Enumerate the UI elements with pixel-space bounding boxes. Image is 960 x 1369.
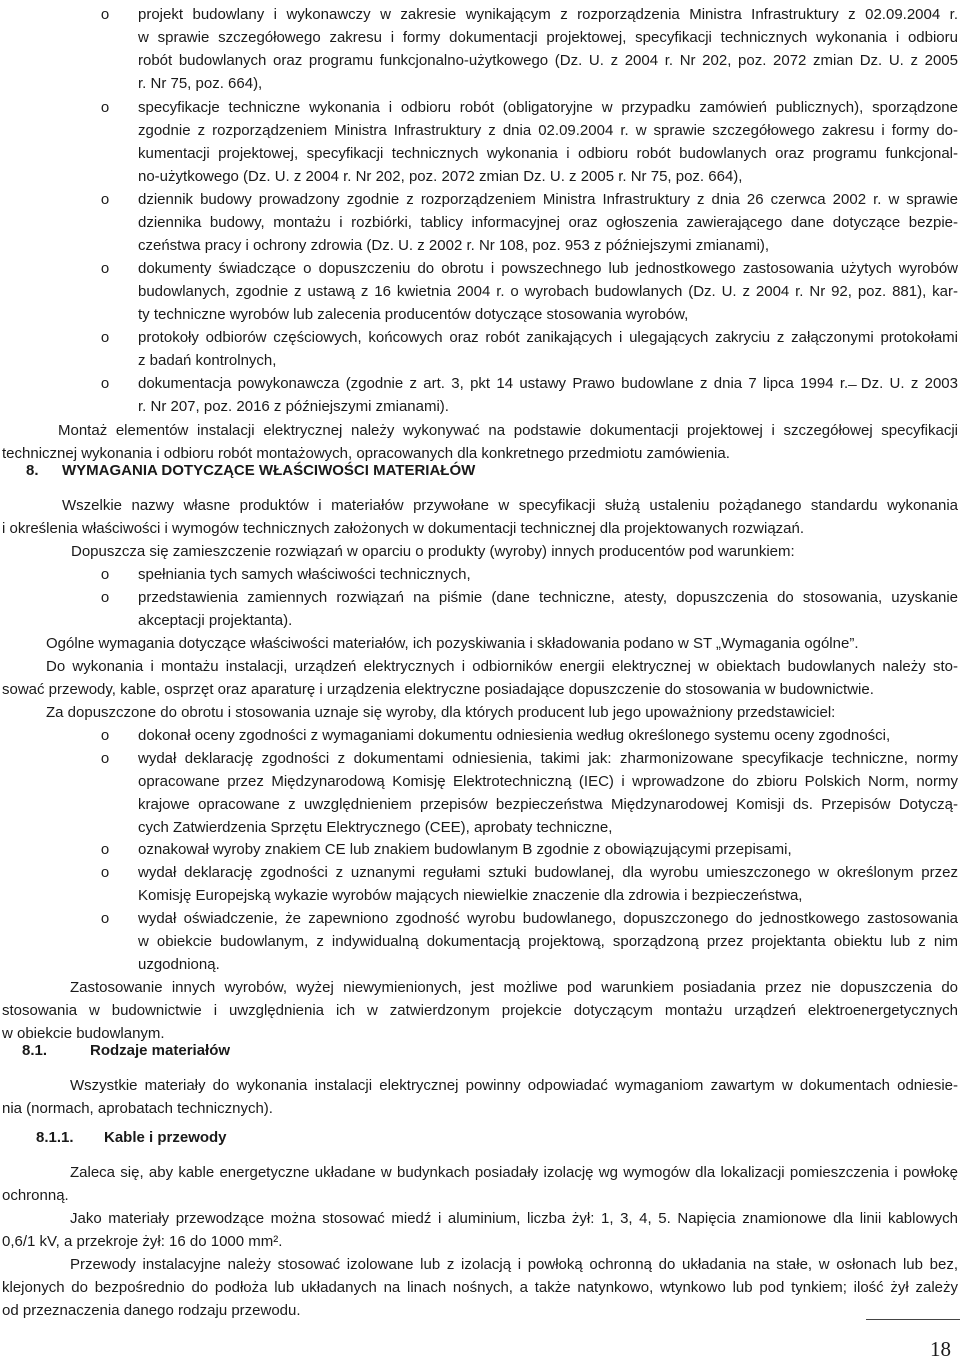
list-bullet: o [100, 191, 110, 208]
list-bullet: o [100, 260, 110, 277]
section-number: 8. [26, 462, 39, 479]
section-title: Kable i przewody [104, 1129, 227, 1146]
list-item-line: akceptacji projektanta). [138, 612, 293, 629]
list-bullet: o [100, 589, 110, 606]
list-item-line: protokoły odbiorów częściowych, końcowych oraz robót zanikających i ulegających zakryciu z załączonymi protokołami [138, 329, 958, 346]
list-bullet: o [100, 910, 110, 927]
list-item-line: dziennik budowy prowadzony zgodnie z rozporządzeniem Ministra Infrastruktury z dnia 26 czerwca 2002 r. w sprawie [138, 191, 958, 208]
list-item-line: w obiekcie budowlanym, z indywidualną dokumentacją projektową, sporządzoną przez projektanta obiektu lub z nim [138, 933, 958, 950]
list-item-line: opracowane przez Międzynarodową Komisję Elektrotechniczną (IEC) i wprowadzone do zbioru Polskich Norm, normy [138, 773, 958, 790]
section-title: Rodzaje materiałów [90, 1042, 231, 1059]
list-item-line: r. Nr 75, poz. 664), [138, 75, 263, 92]
list-item-line: zgodnie z rozporządzeniem Ministra Infrastruktury z dnia 02.09.2004 r. w sprawie szczegółowego zakresu i formy do- [138, 122, 958, 139]
paragraph-line: Wszelkie nazwy własne produktów i materiałów przywołane w specyfikacji służą ustaleniu pożądanego standardu wykonania [62, 497, 958, 514]
paragraph-line: Do wykonania i montażu instalacji, urządzeń elektrycznych i odbiorników energii elektrycznej w obiektach budowlanych należy sto- [46, 658, 958, 675]
list-item-line: r. Nr 207, poz. 2016 z późniejszymi zmianami). [138, 398, 449, 415]
paragraph-line: Zaleca się, aby kable energetyczne układane w budynkach posiadały izolację wg wymogów dla lokalizacji pomieszczenia i powłokę [70, 1164, 958, 1181]
list-item-line: specyfikacje techniczne wykonania i odbioru robót (obligatoryjne w przypadku zamówień publicznych), sporządzone [138, 99, 958, 116]
list-item-line: krajowe opracowane z uwzględnieniem przepisów bezpieczeństwa Międzynarodowej Komisji ds. Przepisów Dotyczą- [138, 796, 958, 813]
list-item-line: Komisję Europejską wykazie wyrobów mających niewielkie znaczenie dla zdrowia i bezpieczeństwa, [138, 887, 803, 904]
paragraph-line: sować przewody, kable, osprzęt oraz aparaturę i urządzenia elektryczne posiadające dopuszczenie do stosowania w budownictwie. [2, 681, 874, 698]
list-bullet: o [100, 375, 110, 392]
paragraph-line: Jako materiały przewodzące można stosować miedź i aluminium, liczba żył: 1, 3, 4, 5. Napięcia znamionowe dla linii kablowych [70, 1210, 958, 1227]
list-bullet: o [100, 566, 110, 583]
list-item-line: czeństwa pracy i ochrony zdrowia (Dz. U. z 2002 r. Nr 108, poz. 953 z późniejszymi zmianami), [138, 237, 770, 254]
list-bullet: o [100, 329, 110, 346]
list-bullet: o [100, 727, 110, 744]
section-number: 8.1. [22, 1042, 48, 1059]
paragraph-line: 0,6/1 kV, a przekroje żył: 16 do 1000 mm². [2, 1233, 283, 1250]
page-number: 18 [930, 1337, 951, 1361]
list-item-line: wydał deklarację zgodności z dokumentami odniesienia, takimi jak: zharmonizowane specyfikacje techniczne, normy [138, 750, 958, 767]
paragraph-line: Za dopuszczone do obrotu i stosowania uznaje się wyroby, dla których producent lub jego upoważniony przedstawiciel: [46, 704, 836, 721]
list-item-line: spełniania tych samych właściwości technicznych, [138, 566, 471, 583]
paragraph-line: Ogólne wymagania dotyczące właściwości materiałów, ich pozyskiwania i składowania podano w ST „Wymagania ogólne”. [46, 635, 859, 652]
section-number: 8.1.1. [36, 1129, 74, 1146]
paragraph-line: Dopuszcza się zamieszczenie rozwiązań w oparciu o produkty (wyroby) innych producentów pod warunkiem: [71, 543, 795, 560]
paragraph-line: stosowania w budownictwie i uwzględnienia ich w zatwierdzonym projekcie dotyczącym montażu urządzeń elektroenergetycznych [2, 1002, 958, 1019]
list-item-line: kumentacji projektowej, specyfikacji technicznych wykonania i odbioru robót budowlanych oraz programu funkcjonal- [138, 145, 958, 162]
list-item-line: wydał oświadczenie, że zapewniono zgodność wyrobu budowlanego, dopuszczonego do jednostkowego zastosowania [138, 910, 958, 927]
list-item-line: projekt budowlany i wykonawczy w zakresie wynikającym z rozporządzenia Ministra Infrastruktury z 02.09.2004 r. [138, 6, 958, 23]
list-item-line: dokumentacja powykonawcza (zgodnie z art. 3, pkt 14 ustawy Prawo budowlane z dnia 7 lipca 1994 r. ̶ Dz. U. z 2003 [138, 375, 958, 392]
paragraph-line: technicznej wykonania i odbioru robót montażowych, opracowanych dla konkretnego przedmiotu zamówienia. [2, 445, 730, 462]
list-item-line: oznakował wyroby znakiem CE lub znakiem budowlanym B zgodnie z obowiązującymi przepisami, [138, 841, 792, 858]
paragraph-line: Wszystkie materiały do wykonania instalacji elektrycznej powinny odpowiadać wymaganiom zawartym w dokumentach odniesie- [70, 1077, 958, 1094]
list-bullet: o [100, 841, 110, 858]
list-item-line: dokonał oceny zgodności z wymaganiami dokumentu odniesienia według określonego systemu oceny zgodności, [138, 727, 891, 744]
list-bullet: o [100, 864, 110, 881]
list-bullet: o [100, 750, 110, 767]
section-title: WYMAGANIA DOTYCZĄCE WŁAŚCIWOŚCI MATERIAŁÓW [62, 462, 476, 479]
list-item-line: no-użytkowego (Dz. U. z 2004 r. Nr 202, poz. 2072 zmian Dz. U. z 2005 r. Nr 75, poz. 664), [138, 168, 743, 185]
list-item-line: budowlanych, zgodnie z ustawą z 16 kwietnia 2004 r. o wyrobach budowlanych (Dz. U. z 2004 r. Nr 92, poz. 881), kar- [138, 283, 958, 300]
list-item-line: uzgodnioną. [138, 956, 220, 973]
paragraph-line: i określenia właściwości i wymogów technicznych założonych w dokumentacji technicznej dla projektowanych rozwiązań. [2, 520, 805, 537]
list-item-line: w sprawie szczegółowego zakresu i formy dokumentacji projektowej, specyfikacji technicznych wykonania i odbioru [138, 29, 958, 46]
list-bullet: o [100, 99, 110, 116]
list-item-line: robót budowlanych oraz programu funkcjonalno-użytkowego (Dz. U. z 2004 r. Nr 202, poz. 2072 zmian Dz. U. z 2005 [138, 52, 958, 69]
list-item-line: przedstawienia zamiennych rozwiązań na piśmie (dane techniczne, atesty, dopuszczenia do stosowania, uzyskanie [138, 589, 958, 606]
list-item-line: dziennika budowy, montażu i rozbiórki, tablicy informacyjnej oraz ogłoszenia zawierającego dane dotyczące bezpie- [138, 214, 958, 231]
paragraph-line: Przewody instalacyjne należy stosować izolowane lub z izolacją i powłoką ochronną do układania na stałe, w osłonach lub bez, [70, 1256, 958, 1273]
list-item-line: z badań kontrolnych, [138, 352, 277, 369]
list-item-line: dokumenty świadczące o dopuszczeniu do obrotu i powszechnego lub jednostkowego zastosowania użytych wyrobów [138, 260, 958, 277]
paragraph-line: ochronną. [2, 1187, 69, 1204]
paragraph-line: nia (normach, aprobatach technicznych). [2, 1100, 273, 1117]
paragraph-line: od przeznaczenia danego rodzaju przewodu. [2, 1302, 301, 1319]
footer-rule [866, 1319, 960, 1320]
paragraph-line: Montaż elementów instalacji elektrycznej należy wykonywać na podstawie dokumentacji projektowej i szczegółowej specyfikacji [58, 422, 958, 439]
list-item-line: cych Zatwierdzenia Sprzętu Elektrycznego (CEE), aprobaty techniczne, [138, 819, 613, 836]
list-item-line: ty techniczne wyrobów lub zalecenia producentów dotyczące stosowania wyrobów, [138, 306, 689, 323]
list-item-line: wydał deklarację zgodności z uznanymi regułami sztuki budowlanej, dla wyrobu umieszczonego w określonym przez [138, 864, 958, 881]
paragraph-line: Zastosowanie innych wyrobów, wyżej niewymienionych, jest możliwe pod warunkiem posiadania przez nie dopuszczenia do [70, 979, 958, 996]
paragraph-line: w obiekcie budowlanym. [2, 1025, 165, 1042]
list-bullet: o [100, 6, 110, 23]
paragraph-line: klejonych do bezpośrednio do podłoża lub układanych na linach nośnych, a także natynkowo, wtynkowo lub pod tynkiem; ilość żył zależy [2, 1279, 958, 1296]
